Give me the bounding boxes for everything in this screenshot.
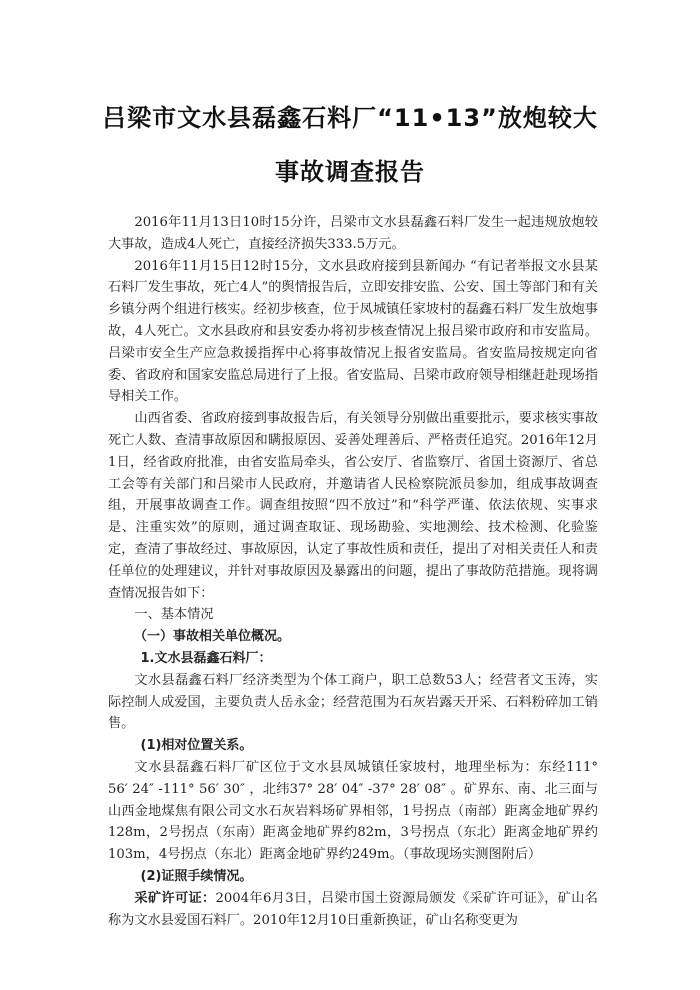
subsection-heading-location: (1)相对位置关系。 — [140, 738, 253, 754]
subsection-heading-units: （一）事故相关单位概况。 — [134, 629, 291, 645]
paragraph-investigation: 山西省委、省政府接到事故报告后，有关领导分别做出重要批示，要求核实事故死亡人数、查清事故原因和瞒报原因、妥善处理善后、严格责任追究。2016年12月1日，经省政府批准，由省安监局牵头，省公安厅、省监察厅、省国土资源厅、省总工会等有关部门和吕梁市人民政府，并邀请省人民检察院派员参加，组成事故调查组，开展事故调查工作。调查组按照“四不放过”和“科学严谨、依法依规、实事求是、注重实效”的原则，通过调查取证、现场勘验、实地测绘、技术检测、化验鉴定，查清了事故经过、事故原因，认定了事故性质和责任，提出了对相关责任人和责任单位的处理建议，并针对事故原因及暴露出的问题，提出了事故防范措施。现将调查情况报告如下： — [108, 411, 598, 601]
section-heading-basic-info: 一、基本情况 — [134, 607, 214, 623]
mining-license-text: 2004年6月3日，吕梁市国土资源局颁发《采矿许可证》，矿山名称为文水县爱国石料厂。2010年12月10日重新换证，矿山名称变更为 — [108, 890, 598, 928]
document-body — [108, 212, 598, 931]
document-title-line-2: 事故调查报告 — [275, 158, 425, 186]
document-title-line-1: 吕梁市文水县磊鑫石料厂“11•13”放炮较大 — [102, 104, 598, 132]
subsection-heading-licenses: (2)证照手续情况。 — [140, 868, 253, 884]
paragraph-quarry-profile: 文水县磊鑫石料厂经济类型为个体工商户，职工总数53人；经营者文玉涛，实际控制人成爱国，主要负责人岳永金；经营范围为石灰岩露天开采、石料粉碎加工销售。 — [108, 672, 598, 732]
paragraph-initial-report: 2016年11月15日12时15分，文水县政府接到县新闻办 “有记者举报文水县某石料厂发生事故，死亡4人”的舆情报告后，立即安排安监、公安、国土等部门和有关乡镇分两个组进行核实。经初步核查，位于凤城镇任家坡村的磊鑫石料厂发生放炮事故，4人死亡。文水县政府和县安委办将初步核查情况上报吕梁市政府和市安监局。吕梁市安全生产应急救援指挥中心将事故情况上报省安监局。省安监局按规定向省委、省政府和国家安监总局进行了上报。省安监局、吕梁市政府领导相继赶赴现场指导相关工作。 — [108, 258, 598, 405]
paragraph-incident-summary: 2016年11月13日10时15分许，吕梁市文水县磊鑫石料厂发生一起违规放炮较大事故，造成4人死亡，直接经济损失333.5万元。 — [108, 215, 598, 252]
paragraph-mining-license — [108, 888, 598, 932]
subsection-heading-quarry: 1.文水县磊鑫石料厂： — [140, 650, 272, 666]
paragraph-location: 文水县磊鑫石料厂矿区位于文水县凤城镇任家坡村，地理坐标为：东经111° 56′ 24″ -111° 56′ 30″ ，北纬37° 28′ 04″ -37° 28′ 08″ 。矿界东、南、北三面与山西金地煤焦有限公司文水石灰岩料场矿界相邻，1号拐点（南部）距离金地矿界约128m，2号拐点（东南）距离金地矿界约82m，3号拐点（东北）距离金地矿界约103m，4号拐点（东北）距离金地矿界约249m。（事故现场实测图附后） — [108, 759, 598, 863]
mining-license-label: 采矿许可证： — [134, 890, 216, 906]
